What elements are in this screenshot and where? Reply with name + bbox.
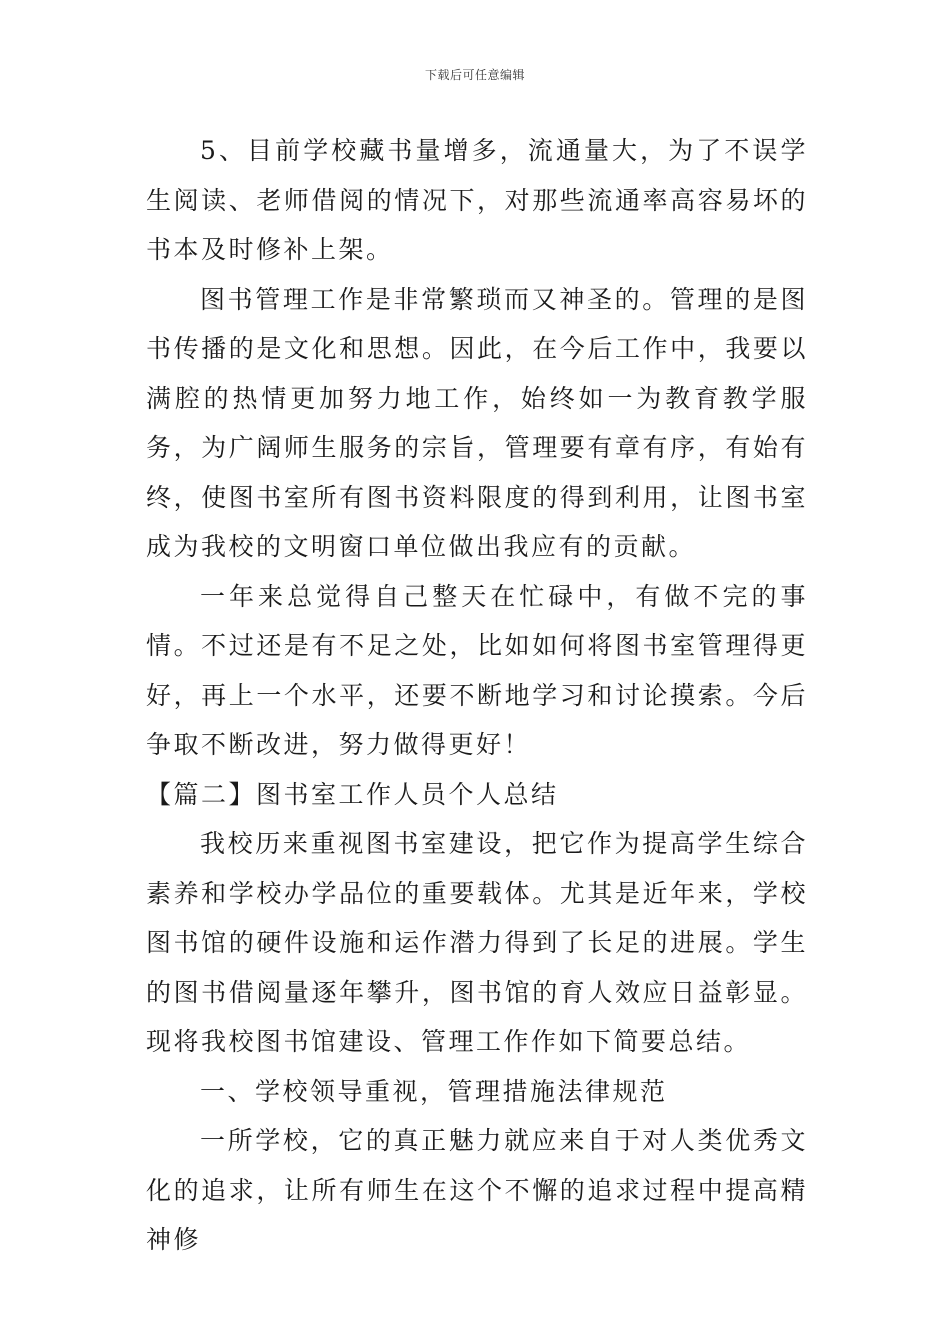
paragraph-item-5: 5、目前学校藏书量增多，流通量大，为了不误学生阅读、老师借阅的情况下，对那些流通率高容易坏的书本及时修补上架。	[146, 136, 808, 264]
page-header-note: 下载后可任意编辑	[424, 68, 525, 82]
paragraph-library-management: 图书管理工作是非常繁琐而又神圣的。管理的是图书传播的是文化和思想。因此，在今后工作中，我要以满腔的热情更加努力地工作，始终如一为教育教学服务，为广阔师生服务的宗旨，管理要有章有序，有始有终，使图书室所有图书资料限度的得到利用，让图书室成为我校的文明窗口单位做出我应有的贡献。	[146, 284, 808, 561]
paragraph-school-charm: 一所学校，它的真正魅力就应来自于对人类优秀文化的追求，让所有师生在这个不懈的追求过程中提高精神修	[146, 1126, 808, 1254]
paragraph-year-summary: 一年来总觉得自己整天在忙碌中，有做不完的事情。不过还是有不足之处，比如如何将图书室管理得更好，再上一个水平，还要不断地学习和讨论摸索。今后争取不断改进，努力做得更好！	[146, 581, 808, 759]
document-body	[146, 126, 808, 1265]
subsection-heading: 一、学校领导重视，管理措施法律规范	[200, 1076, 668, 1106]
paragraph-school-library: 我校历来重视图书室建设，把它作为提高学生综合素养和学校办学品位的重要载体。尤其是近年来，学校图书馆的硬件设施和运作潜力得到了长足的进展。学生的图书借阅量逐年攀升，图书馆的育人效应日益彰显。现将我校图书馆建设、管理工作作如下简要总结。	[146, 829, 808, 1056]
section-heading: 【篇二】图书室工作人员个人总结	[146, 779, 559, 809]
